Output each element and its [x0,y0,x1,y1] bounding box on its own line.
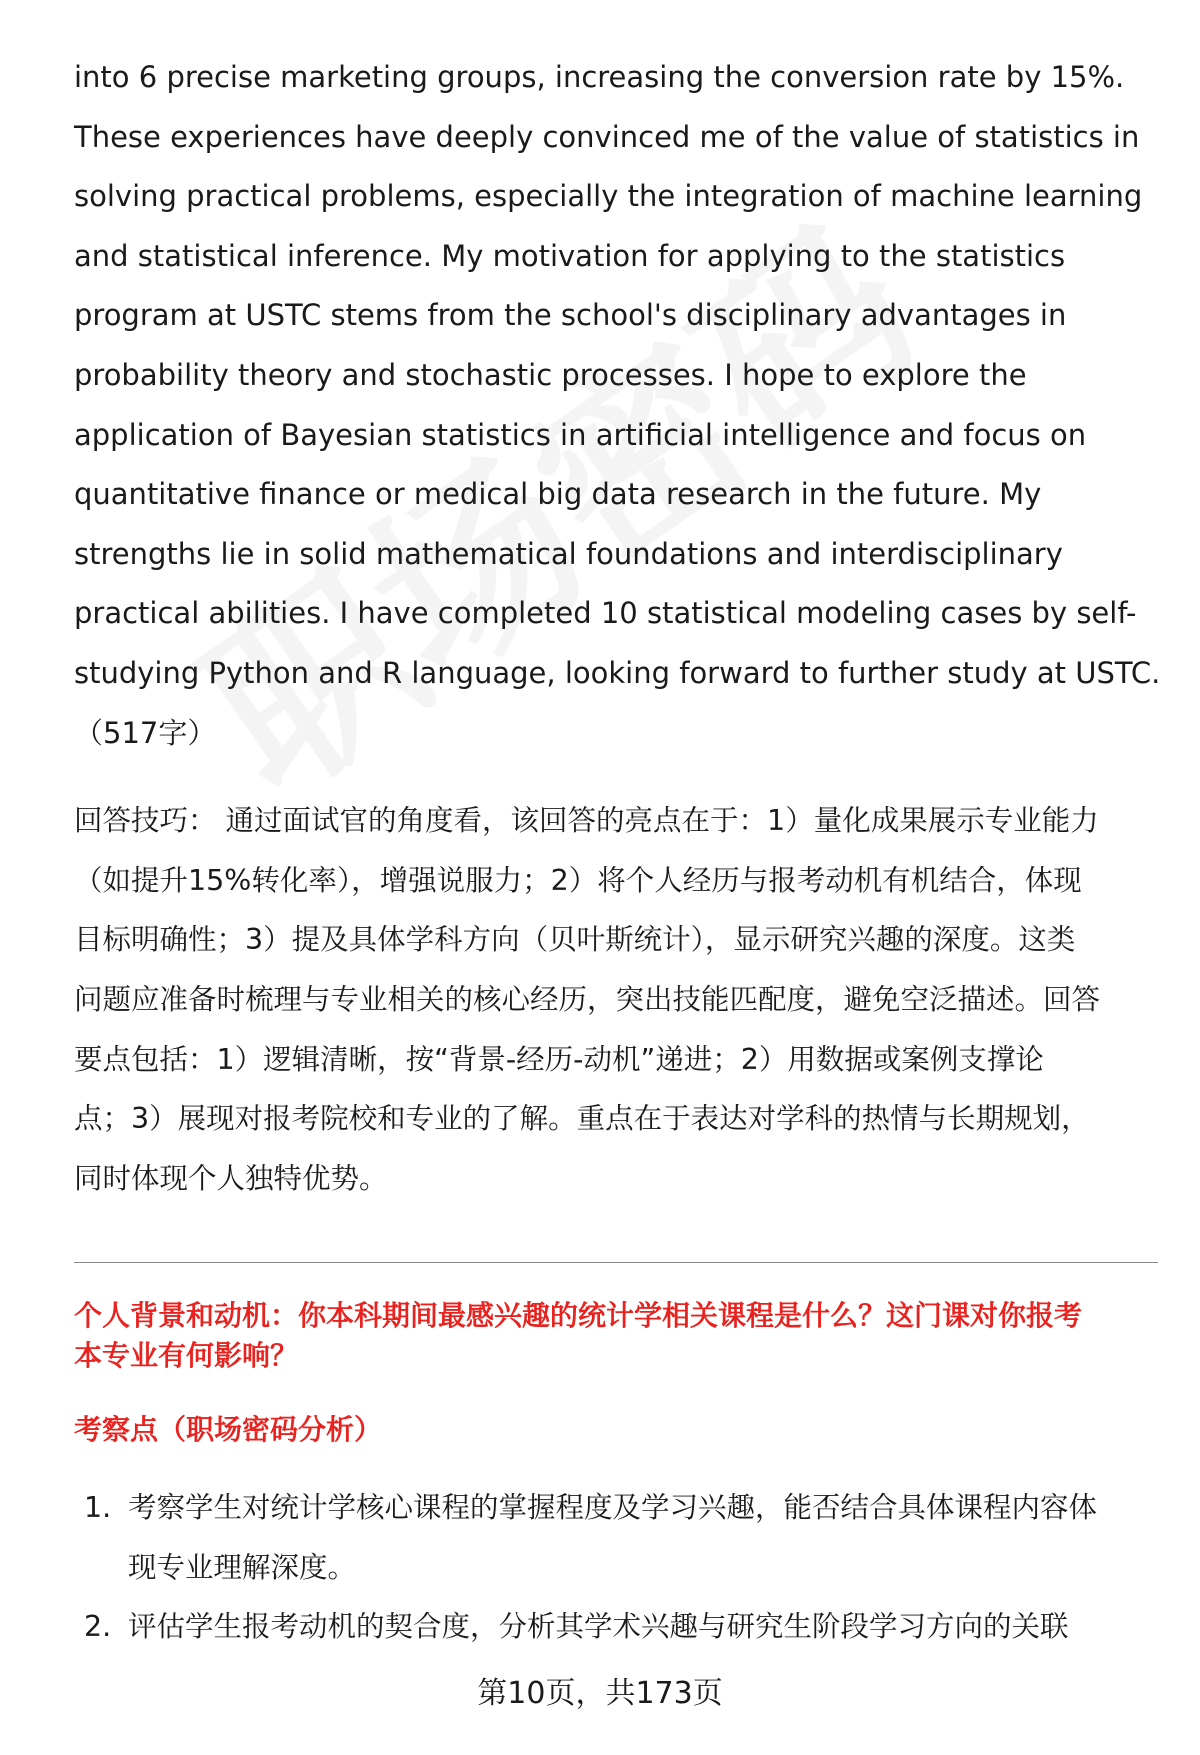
list-item [74,1597,1158,1657]
question-line: 本专业有何影响？ [74,1339,299,1372]
tips-line: 问题应准备时梳理与专业相关的核心经历，突出技能匹配度，避免空泛描述。回答 [74,982,1101,1016]
answer-line: practical abilities. I have completed 10 statistical modeling cases by self- [74,596,1137,631]
answer-line: and statistical inference. My motivation for applying to the statistics [74,238,1066,273]
list-item [74,1478,1158,1597]
tips-line: 目标明确性；3）提及具体学科方向（贝叶斯统计），显示研究兴趣的深度。这类 [74,923,1076,957]
list-item-number: 1. [84,1491,112,1524]
answer-line: solving practical problems, especially the integration of machine learning [74,179,1143,214]
answer-line: into 6 precise marketing groups, increasing the conversion rate by 15%. [74,60,1125,94]
section-divider [74,1262,1158,1263]
list-item-line: 考察学生对统计学核心课程的掌握程度及学习兴趣，能否结合具体课程内容体 [128,1491,1098,1524]
answer-line: program at USTC stems from the school's disciplinary advantages in [74,298,1067,333]
analysis-points-list [74,1478,1158,1657]
answer-line: probability theory and stochastic processes. I hope to explore the [74,357,1027,392]
answer-line: studying Python and R language, looking forward to further study at USTC. [74,655,1161,690]
answer-paragraph [74,48,1161,763]
page-number-footer: 第10页，共173页 [477,1676,723,1711]
word-count: （517字） [74,715,217,750]
analysis-subheading: 考察点（职场密码分析） [74,1413,383,1446]
answer-line: quantitative finance or medical big data research in the future. My [74,477,1042,512]
answer-line: application of Bayesian statistics in artificial intelligence and focus on [74,417,1087,452]
list-item-line: 评估学生报考动机的契合度，分析其学术兴趣与研究生阶段学习方向的关联 [128,1610,1069,1644]
answer-line: These experiences have deeply convinced me of the value of statistics in [74,119,1140,154]
tips-line: 同时体现个人独特优势。 [74,1161,388,1195]
list-item-number: 2. [84,1610,112,1644]
list-item-line: 现专业理解深度。 [128,1550,357,1584]
tips-line: 回答技巧： 通过面试官的角度看，该回答的亮点在于：1）量化成果展示专业能力 [74,804,1099,838]
question-heading [74,1296,1158,1376]
answer-line: strengths lie in solid mathematical foundations and interdisciplinary [74,536,1063,571]
tips-paragraph [74,791,1158,1208]
question-line: 个人背景和动机：你本科期间最感兴趣的统计学相关课程是什么？这门课对你报考 [74,1299,1083,1332]
page-content [74,48,1161,1208]
tips-line: （如提升15%转化率），增强说服力；2）将个人经历与报考动机有机结合，体现 [74,863,1082,897]
tips-line: 要点包括：1）逻辑清晰，按“背景-经历-动机”递进；2）用数据或案例支撑论 [74,1042,1044,1076]
tips-line: 点；3）展现对报考院校和专业的了解。重点在于表达对学科的热情与长期规划， [74,1102,1090,1136]
